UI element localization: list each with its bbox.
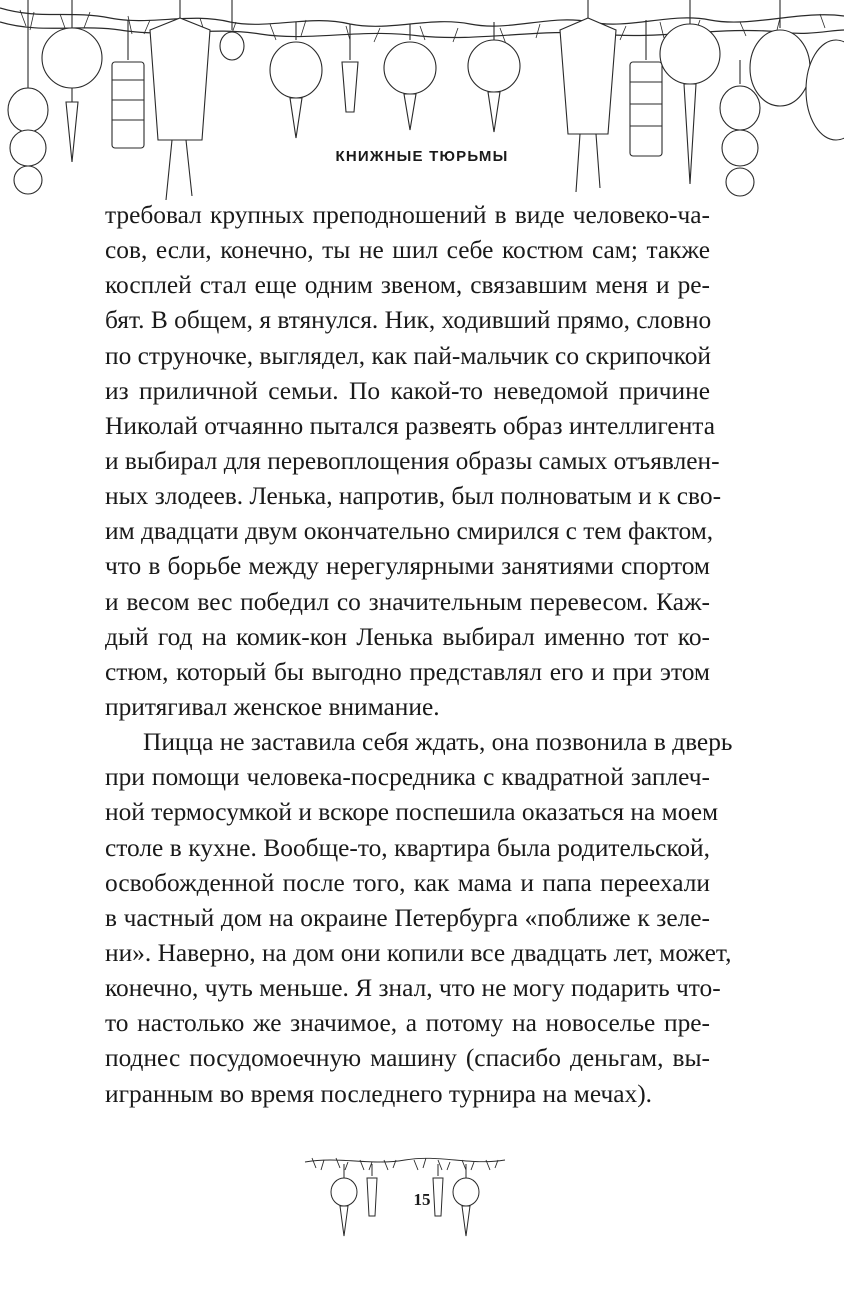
text-line: и выбирал для перевоплощения образы самых отъявлен- [105, 446, 720, 475]
body-text [105, 198, 733, 1112]
text-line: что в борьбе между нерегулярными занятиями спортом [105, 552, 710, 581]
text-line: по струночке, выглядел, как пай-мальчик со скрипочкой [105, 341, 711, 370]
text-line: то настолько же значимое, а потому на новоселье пре- [105, 1009, 710, 1038]
text-line: ни». Наверно, на дом они копили все двадцать лет, может, [105, 938, 732, 967]
text-line: Пицца не заставила себя ждать, она позвонила в дверь [143, 728, 733, 757]
page-number: 15 [413, 1190, 431, 1209]
text-line: поднес посудомоечную машину (спасибо деньгам, вы- [105, 1044, 710, 1073]
text-line: ной термосумкой и вскоре поспешила оказаться на моем [105, 798, 719, 827]
text-line: требовал крупных преподношений в виде человеко-ча- [105, 201, 710, 229]
text-line: дый год на комик-кон Ленька выбирал именно тот ко- [105, 622, 710, 651]
text-line: им двадцати двум окончательно смирился с тем фактом, [105, 517, 714, 546]
running-head-title: КНИЖНЫЕ ТЮРЬМЫ [335, 148, 509, 165]
text-line: при помощи человека-посредника с квадратной заплеч- [105, 763, 710, 792]
paragraph-1 [105, 198, 722, 725]
text-line: и весом вес победил со значительным перевесом. Каж- [105, 587, 710, 616]
text-line: игранным во время последнего турнира на мечах). [105, 1079, 653, 1108]
text-line: освобожденной после того, как мама и папа переехали [105, 868, 710, 897]
hanging-lanterns-header-illustration [0, 0, 844, 215]
text-line: столе в кухне. Вообще-то, квартира была родительской, [105, 833, 710, 862]
text-line: Николай отчаянно пытался развеять образ интеллигента [105, 411, 715, 440]
text-line: конечно, чуть меньше. Я знал, что не могу подарить что- [105, 974, 721, 1003]
text-line: бят. В общем, я втянулся. Ник, ходивший прямо, словно [105, 306, 712, 335]
text-line: в частный дом на окраине Петербурга «поближе к зеле- [105, 903, 710, 932]
paragraph-2 [105, 725, 733, 1112]
text-line: стюм, который бы выгодно представлял его и при этом [105, 657, 710, 686]
text-line: притягивал женское внимание. [105, 692, 440, 721]
text-line: косплей стал еще одним звеном, связавшим меня и ре- [105, 271, 710, 300]
text-line: из приличной семьи. По какой-то неведомой причине [105, 376, 710, 405]
text-line: сов, если, конечно, ты не шил себе костюм сам; также [105, 236, 710, 265]
text-line: ных злодеев. Ленька, напротив, был полноватым и к сво- [105, 482, 722, 511]
